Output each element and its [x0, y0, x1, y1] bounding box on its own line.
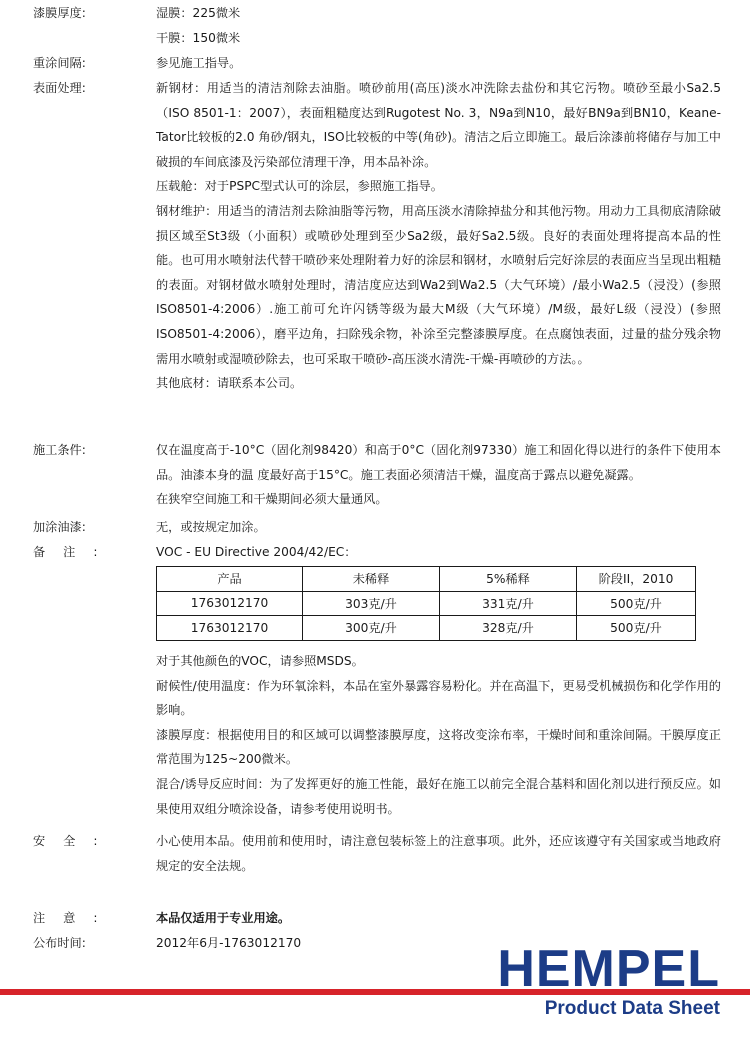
maintenance-paragraph: 钢材维护：用适当的清洁剂去除油脂等污物，用高压淡水清除掉盐分和其他污物。用动力工具彻底清除破损区域至St3级（小面积）或喷砂处理到至少Sa2级，最好Sa2.5级。良好的表面处理将提高本品的性能。也可用水喷射法代替干喷砂来处理附着力好的涂层和钢材，水喷射后完好涂层的表面应当呈现出粗糙的表面。对钢材做水喷射处理时，清洁度应达到Wa2到Wa2.5（大气环境）/最小Wa2.5（浸没）(参照ISO8501-4:2006）.施工前可允许闪锈等级为最大M级（大气环境）/M级，最好L级（浸没）(参照ISO8501-4:2006），磨平边角，扫除残余物，补涂至完整漆膜厚度。在点腐蚀表面，过量的盐分残余物需用水喷射或湿喷砂除去，也可采取干喷砂-高压淡水清洗-干燥-再喷砂的方法。。 — [156, 203, 721, 366]
application-conditions-text: 仅在温度高于-10°C（固化剂98420）和高于0°C（固化剂97330）施工和固化得以进行的条件下使用本品。油漆本身的温 度最好高于15°C。施工表面必须清洁干燥，温度高于露点以避免凝露。 — [156, 443, 721, 482]
thinner-label: 加涂油漆: — [33, 520, 86, 534]
safety-label: 安全: — [33, 834, 116, 848]
table-cell: 331克/升 — [440, 591, 577, 616]
film-thickness-label: 漆膜厚度: — [33, 6, 86, 20]
notes-film-thickness-text: 漆膜厚度：根据使用目的和区域可以调整漆膜厚度，这将改变涂布率，干燥时间和重涂间隔。干膜厚度正常范围为125~200微米。 — [156, 727, 721, 767]
safety-text: 小心使用本品。使用前和使用时，请注意包装标签上的注意事项。此外，还应该遵守有关国家或当地政府规定的安全法规。 — [156, 834, 721, 873]
caution-content — [156, 906, 721, 931]
notes-label: 备注: — [33, 545, 116, 559]
table-cell: 328克/升 — [440, 616, 577, 641]
voc-header-phase: 阶段II，2010 — [577, 567, 696, 592]
table-cell: 300克/升 — [303, 616, 440, 641]
table-row — [157, 616, 696, 641]
other-substrate-paragraph: 其他底材：请联系本公司。 — [156, 376, 303, 391]
caution-label: 注意: — [33, 911, 116, 925]
safety-content — [156, 829, 721, 878]
thinner-content — [156, 515, 721, 540]
recoat-interval-text: 参见施工指导。 — [156, 56, 242, 70]
table-row — [157, 591, 696, 616]
application-conditions-content — [156, 438, 721, 512]
thinner-text: 无，或按规定加涂。 — [156, 520, 266, 534]
table-cell: 1763012170 — [157, 616, 303, 641]
wet-film-value: 湿膜：225微米 — [156, 6, 241, 20]
caution-text: 本品仅适用于专业用途。 — [156, 911, 291, 925]
voc-header-diluted: 5%稀释 — [440, 567, 577, 592]
voc-header-undiluted: 未稀释 — [303, 567, 440, 592]
issued-text: 2012年6月-1763012170 — [156, 936, 302, 950]
voc-table — [156, 566, 696, 641]
weathering-text: 耐候性/使用温度：作为环氧涂料，本品在室外暴露容易粉化。并在高温下，更易受机械损伤和化学作用的影响。 — [156, 678, 721, 718]
surface-preparation-label: 表面处理: — [33, 81, 86, 95]
new-steel-paragraph: 新钢材：用适当的清洁剂除去油脂。喷砂前用(高压)淡水冲洗除去盐份和其它污物。喷砂至最小Sa2.5（ISO 8501-1：2007），表面粗糙度达到Rugotest No. 3，N9a到N10，最好BN9a到BN10，Keane-Tator比较板的2.0 角砂/钢丸，ISO比较板的中等(角砂)。清洁之后立即施工。最后涂漆前将储存与加工中破损的车间底漆及污染部位清理干净，用本品补涂。 — [156, 81, 721, 169]
table-cell: 500克/升 — [577, 616, 696, 641]
pspc-paragraph: 压载舱：对于PSPC型式认可的涂层，参照施工指导。 — [156, 179, 443, 194]
notes-heading-wrap — [156, 540, 721, 565]
brand-subtitle: Product Data Sheet — [544, 998, 720, 1019]
dry-film-value: 干膜：150微米 — [156, 30, 241, 45]
induction-time-text: 混合/诱导反应时间：为了发挥更好的施工性能，最好在施工以前完全混合基料和固化剂以进行预反应。如果使用双组分喷涂设备，请参考使用说明书。 — [156, 776, 721, 816]
voc-heading: VOC - EU Directive 2004/42/EC： — [156, 545, 357, 559]
voc-header-product: 产品 — [157, 567, 303, 592]
table-cell: 303克/升 — [303, 591, 440, 616]
recoat-interval-content — [156, 51, 721, 76]
table-cell: 500克/升 — [577, 591, 696, 616]
application-conditions-label: 施工条件: — [33, 443, 86, 457]
ventilation-text: 在狭窄空间施工和干燥期间必须大量通风。 — [156, 492, 388, 507]
recoat-interval-label: 重涂间隔: — [33, 56, 86, 70]
brand-logo: HEMPEL — [497, 940, 720, 998]
film-thickness-content — [156, 1, 721, 50]
other-colours-text: 对于其他颜色的VOC，请参照MSDS。 — [156, 654, 364, 668]
notes-details-content — [156, 649, 721, 821]
voc-table-header-row — [157, 567, 696, 592]
table-cell: 1763012170 — [157, 591, 303, 616]
issued-label: 公布时间: — [33, 936, 86, 950]
surface-preparation-content — [156, 76, 721, 396]
